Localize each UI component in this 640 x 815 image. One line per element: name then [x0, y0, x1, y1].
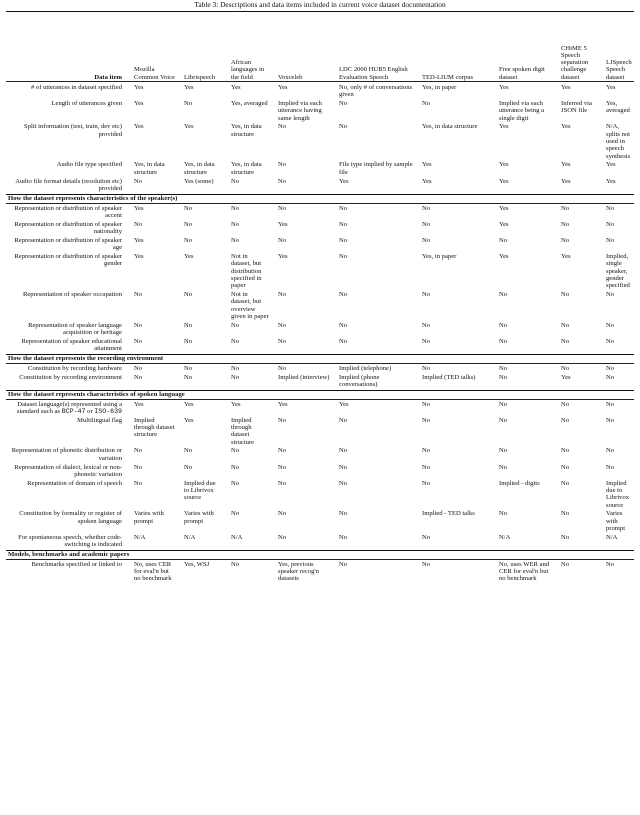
row-label: Length of utterances given [51, 100, 122, 108]
column-header: LDC 2000 HUB5 English Evaluation Speech [339, 66, 408, 81]
table-cell: No [561, 560, 570, 568]
table-cell: Yes [134, 204, 144, 212]
table-cell: No [231, 447, 240, 455]
row-label: Representation of speaker language acquisition or heritage [28, 321, 122, 336]
table-cell: No [561, 447, 570, 455]
column-header: African languages in the field [231, 59, 265, 81]
table-cell: Implied due to Librivox source [606, 479, 630, 509]
table-cell: No [134, 337, 143, 345]
table-row [6, 205, 634, 220]
table-cell: No [339, 220, 348, 228]
table-row [6, 123, 634, 159]
table-cell: Yes [422, 161, 432, 169]
table-cell: No [231, 204, 240, 212]
row-label: Representation of speaker occupation [22, 290, 122, 298]
table-cell: No [561, 321, 570, 329]
table-cell: No [561, 400, 570, 408]
table-cell: Yes [499, 161, 509, 169]
table-row [6, 291, 634, 320]
table-cell: No [561, 204, 570, 212]
table-cell: No [231, 364, 240, 372]
row-label: Representation or distribution of speaker accent [14, 204, 122, 219]
table-cell: No [231, 479, 240, 487]
table-cell: Yes [231, 400, 241, 408]
table-cell: Yes [606, 84, 616, 91]
row-label: Representation of phonetic distribution or variation [11, 447, 122, 462]
table-cell: No [422, 290, 431, 298]
table-cell: No [606, 560, 615, 568]
table-row [6, 464, 634, 479]
table-cell: Implied due to Librivox source [184, 479, 216, 502]
table-cell: Yes [606, 177, 616, 185]
row-label: Representation of speaker educational attainment [21, 337, 122, 352]
column-header: CHiME 5 Speech separation challenge dataset [561, 44, 589, 81]
table-cell: Yes, in paper [422, 84, 457, 91]
table-row [6, 178, 634, 193]
row-label: Multilingual flag [77, 416, 122, 424]
table-row [6, 221, 634, 236]
table-cell: Implied - TED talks [422, 510, 475, 518]
table-cell: No [561, 364, 570, 372]
table-cell: No [339, 337, 348, 345]
column-header: Free spoken digit dataset [499, 66, 545, 81]
table-cell: No [499, 510, 508, 518]
table-cell: Yes [499, 220, 509, 228]
row-label: # of utterances in dataset specified [31, 84, 122, 91]
table-cell: No [339, 252, 348, 260]
table-cell: Implied through dataset structure [231, 416, 255, 446]
table-cell: No [561, 220, 570, 228]
table-cell: No [231, 337, 240, 345]
table-cell: Yes [561, 123, 571, 131]
table-cell: No [184, 290, 193, 298]
row-label: Audio file type specified [56, 161, 122, 169]
table-cell: No [422, 400, 431, 408]
table-cell: No [184, 463, 193, 471]
table-row [6, 84, 634, 99]
column-header: Librispeech [184, 73, 216, 81]
table-caption: Table 3: Descriptions and data items included in current voice dataset documentation [194, 0, 446, 9]
table-cell: Yes [499, 84, 509, 91]
table-cell: No [278, 463, 287, 471]
table-row [6, 510, 634, 532]
table-cell: No [339, 236, 348, 244]
table-cell: No [231, 510, 240, 518]
table-cell: No [278, 236, 287, 244]
table-cell: No [134, 290, 143, 298]
table-cell: Yes [278, 220, 288, 228]
table-cell: No [422, 479, 431, 487]
table-cell: No [231, 236, 240, 244]
row-label: Representation of dialect, lexical or non-phonetic variation [14, 463, 122, 478]
table-cell: Yes [184, 416, 194, 424]
table-cell: Yes (some) [184, 177, 214, 185]
table-cell: No, only # of conversations given [339, 84, 413, 99]
table-cell: No [499, 236, 508, 244]
table-cell: No [606, 220, 615, 228]
table-cell: No [606, 416, 615, 424]
table-cell: No [184, 447, 193, 455]
row-label: Audio file format details (resolution etc) provided [15, 177, 122, 192]
table-cell: No [339, 560, 348, 568]
table-cell: N/A [231, 533, 243, 541]
table-cell: Yes [134, 123, 144, 131]
table-cell: No [422, 463, 431, 471]
table-cell: No [278, 123, 287, 131]
table-cell: N/A, splits not used in speech synthesis [606, 123, 631, 160]
table-cell: No [499, 337, 508, 345]
table-cell: No [606, 236, 615, 244]
table-cell: Implied via each utterance being a single digit [499, 100, 545, 122]
table-cell: Yes [134, 236, 144, 244]
table-cell: No [606, 400, 615, 408]
header-row [6, 12, 634, 81]
row-label: Benchmarks specified or linked to [31, 560, 122, 568]
table-cell: No [499, 373, 508, 381]
table-cell: Yes, in data structure [184, 161, 215, 176]
table-cell: Yes [278, 400, 288, 408]
table-cell: Yes [134, 252, 144, 260]
table-row [6, 338, 634, 353]
row-label: Split information (test, train, dev etc) provided [24, 123, 122, 138]
table-cell: Yes [134, 84, 144, 91]
table-cell: No [606, 373, 615, 381]
table-body [6, 82, 634, 583]
table-cell: No [134, 447, 143, 455]
table-row [6, 374, 634, 389]
documentation-table [6, 11, 634, 584]
table-cell: Yes, averaged [231, 100, 268, 108]
table-cell: No [561, 479, 570, 487]
table-cell: N/A [606, 533, 618, 541]
table-cell: No [561, 236, 570, 244]
table-cell: No [499, 290, 508, 298]
table-cell: Implied - digits [499, 479, 540, 487]
table-cell: No [278, 177, 287, 185]
table-cell: No [134, 177, 143, 185]
table-cell: Implied through dataset structure [134, 416, 175, 439]
table-cell: No [184, 373, 193, 381]
table-cell: Yes, averaged [606, 100, 630, 115]
table-cell: No [278, 364, 287, 372]
table-cell: No [606, 321, 615, 329]
row-label: Constitution by recording environment [19, 373, 122, 381]
table-cell: No [184, 220, 193, 228]
table-cell: No [422, 236, 431, 244]
column-header-data-item: Data item [94, 73, 122, 81]
table-cell: No [278, 290, 287, 298]
row-label: Representation of domain of speech [27, 479, 122, 487]
table-cell: No [339, 123, 348, 131]
table-cell: Yes [339, 177, 349, 185]
table-cell: No [606, 204, 615, 212]
table-row [6, 161, 634, 176]
table-row [6, 561, 634, 583]
table-cell: Implied, single speaker, gender specified [606, 252, 630, 290]
table-row [6, 322, 634, 337]
table-cell: Yes [499, 204, 509, 212]
table-cell: No [561, 290, 570, 298]
table-cell: Implied via each utterance having same length [278, 100, 322, 122]
table-cell: Yes [561, 84, 571, 91]
table-cell: No [278, 204, 287, 212]
table-cell: No [231, 463, 240, 471]
table-cell: Yes [231, 84, 241, 91]
table-cell: Not in dataset, but overview given in paper [231, 290, 269, 320]
table-cell: No [499, 463, 508, 471]
table-cell: No [422, 337, 431, 345]
table-cell: No [561, 337, 570, 345]
table-cell: No [606, 290, 615, 298]
table-cell: No [231, 321, 240, 329]
table-cell: No [561, 416, 570, 424]
table-cell: File type implied by sample file [339, 161, 413, 176]
row-label: Constitution by formality or register of spoken language [19, 510, 122, 525]
table-cell: No [422, 447, 431, 455]
table-cell: No [231, 560, 240, 568]
table-cell: Implied (phone conversations) [339, 373, 380, 388]
table-cell: No [339, 100, 348, 108]
column-header: Voxceleb [278, 73, 303, 81]
table-cell: Yes [422, 177, 432, 185]
table-cell: No [339, 204, 348, 212]
table-row [6, 480, 634, 509]
table-cell: No [422, 533, 431, 541]
table-cell: Implied (telephone) [339, 364, 392, 372]
table-cell: Yes [561, 373, 571, 381]
table-cell: Yes [561, 252, 571, 260]
table-cell: Yes [606, 161, 616, 169]
table-row [6, 237, 634, 252]
table-cell: No [134, 479, 143, 487]
table-cell: No [606, 447, 615, 455]
table-cell: No [278, 447, 287, 455]
table-cell: Yes [134, 400, 144, 408]
table-cell: Yes [134, 100, 144, 108]
table-row [6, 417, 634, 446]
table-cell: No [339, 463, 348, 471]
table-cell: N/A [499, 533, 511, 541]
section-title: Models, benchmarks and academic papers [8, 550, 130, 558]
table-cell: No [134, 373, 143, 381]
table-cell: No [339, 321, 348, 329]
column-header: TED-LIUM corpus [422, 73, 474, 81]
table-cell: No [134, 463, 143, 471]
table-row [6, 534, 634, 549]
table-cell: Yes, in data structure [422, 123, 478, 131]
table-cell: Yes, in paper [422, 252, 457, 260]
table-cell: No [499, 416, 508, 424]
table-cell: Inferred via JSON file [561, 100, 592, 115]
table-cell: Varies with prompt [606, 510, 626, 532]
table-cell: Implied (TED talks) [422, 373, 476, 381]
table-cell: No [606, 364, 615, 372]
table-cell: No [278, 337, 287, 345]
table-cell: Implied (interview) [278, 373, 330, 381]
table-cell: No [422, 100, 431, 108]
table-cell: No [422, 560, 431, 568]
table-cell: N/A [184, 533, 196, 541]
column-header: LJSpeech Speech dataset [606, 59, 632, 81]
table-cell: Varies with prompt [134, 510, 164, 525]
table-cell: Yes, in data structure [231, 123, 262, 138]
table-cell: No [278, 416, 287, 424]
table-cell: No [499, 447, 508, 455]
table-cell: No [422, 416, 431, 424]
table-cell: Not in dataset, but distribution specified in paper [231, 252, 262, 290]
row-label: Dataset language(s) represented using a standard such as BCP-47 or ISO-639 [16, 400, 122, 415]
table-cell: No [339, 290, 348, 298]
row-label: Representation or distribution of speaker age [14, 236, 122, 252]
section-title: How the dataset represents characteristics of spoken language [8, 390, 185, 398]
table-cell: N/A [134, 533, 146, 541]
row-label: Constitution by recording hardware [28, 364, 122, 372]
table-cell: No [134, 220, 143, 228]
table-cell: No, uses CER for eval'n but no benchmark [134, 560, 172, 583]
row-label: For spontaneous speech, whether code-switching is indicated [18, 533, 122, 549]
table-cell: No [278, 161, 287, 169]
row-label: Representation or distribution of speaker gender [14, 252, 122, 268]
table-cell: Yes, in data structure [134, 161, 165, 176]
table-cell: No [499, 364, 508, 372]
table-cell: No [339, 479, 348, 487]
table-cell: No [134, 364, 143, 372]
section-title: How the dataset represents characteristics of the speaker(s) [8, 194, 178, 202]
table-cell: No [422, 321, 431, 329]
table-cell: Yes [499, 252, 509, 260]
table-cell: Yes [184, 84, 194, 91]
table-cell: No [184, 364, 193, 372]
table-cell: No, uses WER and CER for eval'n but no benchmark [499, 560, 550, 583]
table-cell: No [231, 177, 240, 185]
table-cell: Yes [184, 400, 194, 408]
table-cell: No [606, 337, 615, 345]
table-cell: No [561, 510, 570, 518]
table-cell: No [278, 479, 287, 487]
table-cell: No [184, 337, 193, 345]
table-cell: Yes, WSJ [184, 560, 210, 568]
table-row [6, 253, 634, 289]
table-cell: No [184, 100, 193, 108]
table-cell: No [184, 321, 193, 329]
table-row [6, 365, 634, 372]
table-row [6, 100, 634, 122]
table-cell: No [561, 533, 570, 541]
table-cell: Yes [561, 161, 571, 169]
column-header: Mozilla Common Voice [134, 66, 175, 81]
table-cell: No [561, 463, 570, 471]
table-cell: Yes [339, 400, 349, 408]
table-cell: No [422, 220, 431, 228]
table-cell: No [134, 321, 143, 329]
table-cell: No [339, 533, 348, 541]
section-title: How the dataset represents the recording environment [8, 354, 164, 362]
table-cell: No [278, 321, 287, 329]
table-cell: No [278, 510, 287, 518]
table-cell: No [339, 510, 348, 518]
table-cell: No [499, 321, 508, 329]
table-cell: No [422, 204, 431, 212]
table-row [6, 447, 634, 462]
table-cell: No [184, 236, 193, 244]
table-cell: No [231, 220, 240, 228]
table-cell: No [278, 533, 287, 541]
table-cell: No [339, 447, 348, 455]
table-cell: No [499, 400, 508, 408]
table-cell: Varies with prompt [184, 510, 214, 525]
table-cell: No [339, 416, 348, 424]
table-cell: No [184, 204, 193, 212]
table-cell: No [422, 364, 431, 372]
table-cell: Yes [278, 252, 288, 260]
table-cell: Yes, in data structure [231, 161, 262, 176]
table-cell: Yes [184, 252, 194, 260]
table-cell: Yes [561, 177, 571, 185]
table-cell: No [606, 463, 615, 471]
table-row [6, 401, 634, 416]
table-cell: Yes [184, 123, 194, 131]
table-cell: Yes, previous speaker recog'n datasets [278, 560, 319, 583]
table-cell: No [231, 373, 240, 381]
table-cell: Yes [278, 84, 288, 91]
table-cell: Yes [499, 123, 509, 131]
row-label: Representation or distribution of speaker nationality [14, 220, 122, 236]
table-cell: Yes [499, 177, 509, 185]
